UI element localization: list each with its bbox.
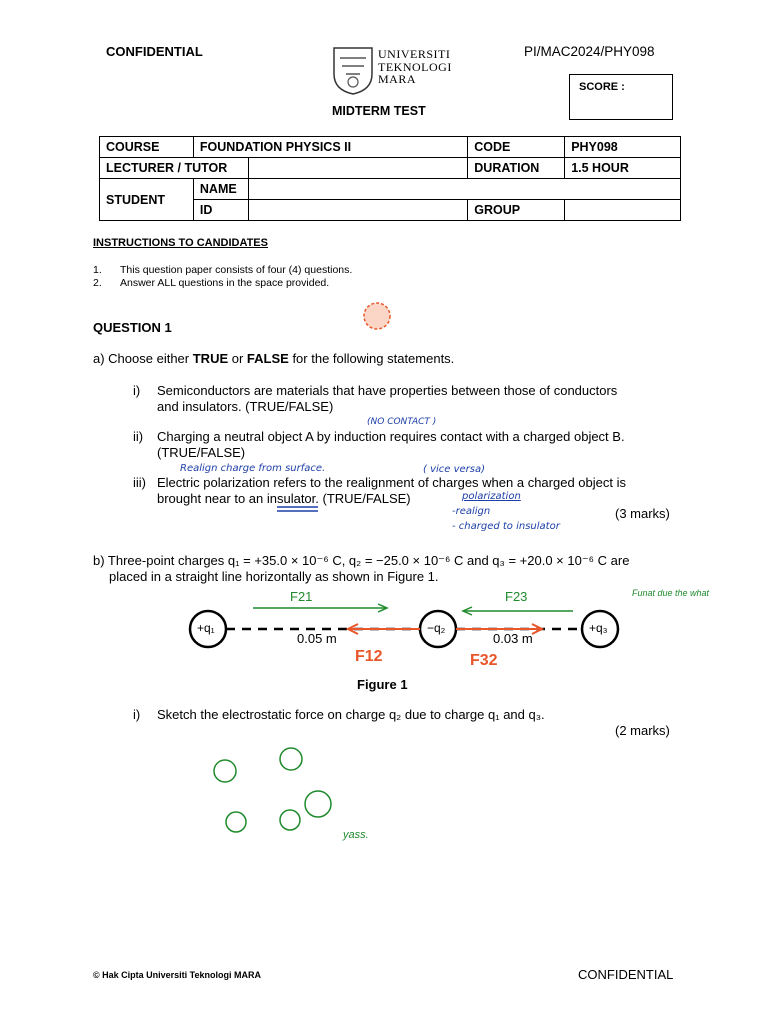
confidential-header: CONFIDENTIAL <box>106 44 203 59</box>
statement-num: i) <box>133 383 141 398</box>
distance-2: 0.03 m <box>493 631 533 646</box>
code-value: PHY098 <box>565 137 681 158</box>
distance-1: 0.05 m <box>297 631 337 646</box>
part-a-prompt: a) Choose either TRUE or FALSE for the following statements. <box>93 351 455 366</box>
course-label: COURSE <box>100 137 194 158</box>
student-label: STUDENT <box>100 179 194 221</box>
id-label: ID <box>193 200 248 221</box>
lecturer-label: LECTURER / TUTOR <box>100 158 249 179</box>
instructions-title: INSTRUCTIONS TO CANDIDATES <box>93 237 268 249</box>
figure-caption: Figure 1 <box>357 677 408 692</box>
statement-num: ii) <box>133 429 144 444</box>
force-label: F12 <box>355 648 383 665</box>
charge-q3-label: +q₃ <box>589 621 608 635</box>
paper-code: PI/MAC2024/PHY098 <box>524 44 655 59</box>
instruction-item: 2. Answer ALL questions in the space provided. <box>93 277 330 289</box>
force-label: F23 <box>505 589 528 604</box>
handwritten-note: yass. <box>343 829 369 841</box>
handwritten-note: polarization <box>462 491 521 502</box>
code-label: CODE <box>468 137 565 158</box>
handwritten-note: (NO CONTACT ) <box>367 417 437 427</box>
subquestion-text: Sketch the electrostatic force on charge q₂ due to charge q₁ and q₃. <box>157 707 545 722</box>
university-name: UNIVERSITI TEKNOLOGI MARA <box>378 47 452 86</box>
group-label: GROUP <box>468 200 565 221</box>
handwritten-note: ( vice versa) <box>423 464 486 475</box>
statement-num: iii) <box>133 475 146 490</box>
course-value: FOUNDATION PHYSICS II <box>193 137 467 158</box>
statement-text: Semiconductors are materials that have properties between those of conductors and insulators. (TRUE/FALSE) <box>157 383 618 414</box>
force-label: F32 <box>470 652 498 669</box>
marks-a: (3 marks) <box>615 506 670 521</box>
confidential-footer: CONFIDENTIAL <box>578 967 674 982</box>
handwritten-note: - charged to insulator <box>452 521 560 532</box>
instruction-item: 1. This question paper consists of four (4) questions. <box>93 264 353 276</box>
force-label: F21 <box>290 589 313 604</box>
score-label: SCORE : <box>579 81 625 93</box>
part-b-prompt: b) Three-point charges q₁ = +35.0 × 10⁻⁶ C, q₂ = −25.0 × 10⁻⁶ C and q₃ = +20.0 × 10⁻⁶ C are placed in a straight line horizontally as shown in Figure 1. <box>93 553 630 584</box>
question-title: QUESTION 1 <box>93 320 172 335</box>
copyright-footer: © Hak Cipta Universiti Teknologi MARA <box>93 970 261 980</box>
handwritten-note: -realign <box>452 506 491 517</box>
subquestion-num: i) <box>133 707 141 722</box>
test-title: MIDTERM TEST <box>332 104 426 118</box>
charge-q1-label: +q₁ <box>197 621 215 635</box>
handwritten-note: Funat due the what <box>632 588 710 598</box>
duration-label: DURATION <box>468 158 565 179</box>
statement-text: Charging a neutral object A by induction requires contact with a charged object B. (TRUE/FALSE) <box>157 429 625 460</box>
handwritten-note: Realign charge from surface. <box>180 463 326 474</box>
duration-value: 1.5 HOUR <box>565 158 681 179</box>
marks-b: (2 marks) <box>615 723 670 738</box>
charge-q2-label: −q₂ <box>427 621 446 635</box>
statement-text: Electric polarization refers to the realignment of charges when a charged object is brought near to an insulator. (TRUE/FALSE) <box>157 475 626 506</box>
name-label: NAME <box>193 179 248 200</box>
